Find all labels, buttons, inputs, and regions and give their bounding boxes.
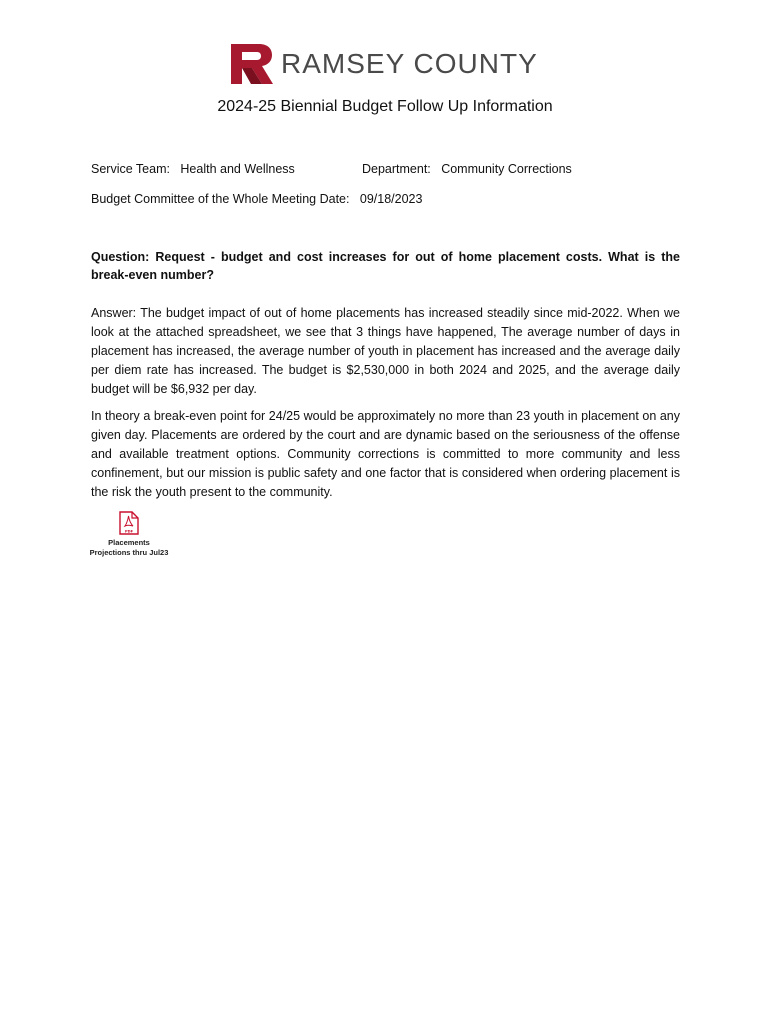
department-label: Department:	[362, 162, 431, 176]
answer-paragraph-1: Answer: The budget impact of out of home placements has increased steadily since mid-2022. When we look at the attached spreadsheet, we see that 3 things have happened, The average number of days in placement has increased, the average number of youth in placement has increased and the average daily per diem rate has increased. The budget is $2,530,000 in both 2024 and 2025, and the average daily budget will be $6,932 per day.	[91, 306, 680, 396]
meeting-date-row	[91, 191, 422, 207]
ramsey-county-logo	[231, 44, 538, 84]
service-team-row	[91, 161, 295, 177]
answer-paragraph-2: In theory a break-even point for 24/25 would be approximately no more than 23 youth in placement on any given day. Placements are ordered by the court and are dynamic based on the seriousness of the offense and available treatment options. Community corrections is committed to more community and less confinement, but our mission is public safety and one factor that is considered when ordering placement is the risk the youth present to the community.	[91, 409, 680, 499]
ramsey-county-r-logo-icon	[231, 44, 273, 84]
service-team-value: Health and Wellness	[180, 162, 295, 176]
attachment-label[interactable]	[86, 538, 172, 558]
svg-text:PDF: PDF	[124, 529, 134, 534]
meeting-date: 09/18/2023	[359, 192, 423, 206]
pdf-attachment[interactable]	[86, 511, 172, 558]
pdf-file-icon	[119, 511, 139, 535]
department-row	[362, 161, 572, 177]
service-team-label: Service Team:	[91, 162, 170, 176]
attachment-label-line1: Placements	[108, 538, 150, 547]
question-text: Question: Request - budget and cost increases for out of home placement costs. What is the break-even number?	[91, 250, 680, 282]
organization-name: RAMSEY COUNTY	[281, 48, 538, 79]
page-title: 2024-25 Biennial Budget Follow Up Information	[217, 98, 553, 115]
attachment-label-line2: Projections thru Jul23	[89, 548, 169, 557]
meeting-label: Budget Committee of the Whole Meeting Date:	[91, 192, 350, 206]
department-value: Community Corrections	[441, 162, 572, 176]
